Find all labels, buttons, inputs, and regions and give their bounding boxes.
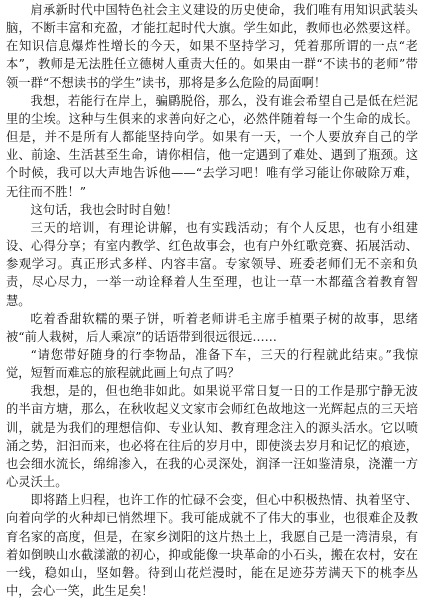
paragraph-6: “请您带好随身的行李物品，准备下车，三天的行程就此结束。”我惊觉，短暂而难忘的旅程就此画上句点了吗？ xyxy=(6,347,418,381)
paragraph-2: 我想，若能行在岸上，骗鹛脱俗，那么，没有谁会希望自己是低在烂泥里的尘埃。这种与生俱来的求善向好之心，必然伴随着每一个生命的成长。但是，并不是所有人都能坚持向学。如果有一天，一个人要放弃自己的学业、前途、生活甚至生命，请你相信，他一定遇到了难处、遇到了瓶颈。这个时候，我可以大声地告诉他——“去学习吧！唯有学习能让你破除万难，无往而不胜！” xyxy=(6,93,418,199)
paragraph-3: 这句话，我也会时时自勉！ xyxy=(30,202,179,217)
paragraph-1: 肩承新时代中国特色社会主义建设的历史使命，我们唯有用知识武装头脑，不断丰富和充盈，才能扛起时代大旗。学生如此，教师也必然要这样。在知识信息爆炸性增长的今天，如果不坚持学习，凭着那所谓的一点“老本”，教师是无法胜任立德树人重责大任的。如果由一群“不读书的老师”带领一群“不想读书的学生”读书，那将是多么危险的局面啊！ xyxy=(6,3,418,90)
paragraph-8: 即将踏上归程，也许工作的忙碌不会变，但心中积极热情、执着坚守、向着向学的火种却已悄然埋下。我可能成就不了伟大的事业，也很难企及教育名家的高度，但是，在家乡浏阳的这片热土上，我愿自己是一湾清泉，有着如倒映山水截漾澈的初心，抑或能像一块革命的小石头，搬在农村，安在一线，稳如山，坚如磐。待到山花烂漫时，能在足迹芬芳满天下的桃李丛中，会心一笑，此生足矣！ xyxy=(6,493,418,598)
paragraph-5: 吃着香甜软糯的栗子饼，听着老师讲毛主席手植栗子树的故事，思绪被“前人栽树，后人乘凉”的话语带到很远很远…… xyxy=(6,311,418,344)
paragraph-4: 三天的培训，有理论讲解，也有实践活动；有个人反思，也有小组建设、心得分享；有室内教学、红色故事会，也有户外红歌竞赛、拓展活动、参观学习。真正形式多样、内容丰富。专家领导、班委老师们无不亲和负责，尽心尽力，一举一动诠释着人生至理，也让一草一木都蕴含着教育智慧。 xyxy=(6,220,418,308)
paragraph-7: 我想，是的，但也绝非如此。如果说平常日复一日的工作是那宁静无波的半亩方塘，那么，在秋收起义文家市会师红色故地这一光辉起点的三天培训，就是为我们的理想信仰、专业认知、教育理念注入的源头活水。它以喷涌之势，汩汩而来，也必将在往后的岁月中，即使淡去岁月和记忆的痕迹，也会细水流长，绵绵渗入，在我的心灵深处，润泽一汪如鉴清泉，浇灌一方心灵沃土。 xyxy=(6,384,418,490)
